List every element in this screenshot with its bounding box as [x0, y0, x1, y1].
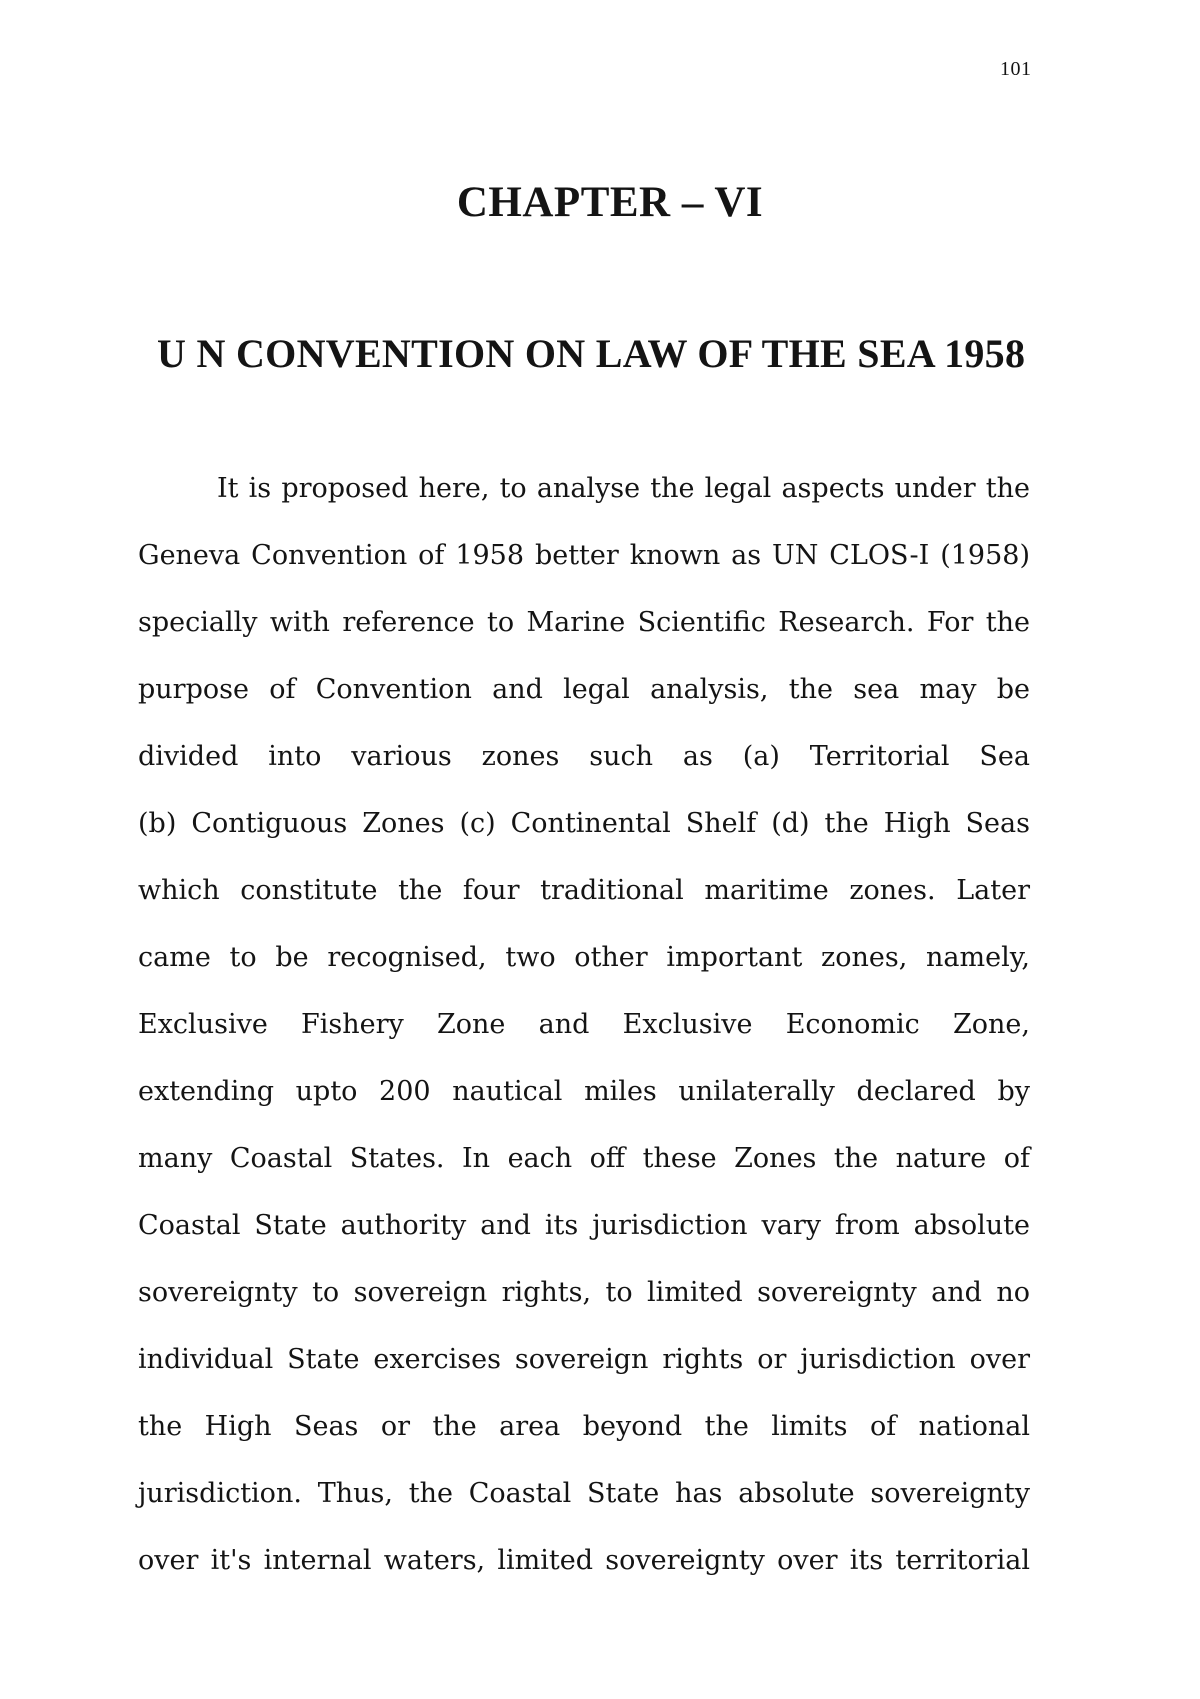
body-line: Coastal State authority and its jurisdiction vary from absolute [138, 1210, 1030, 1241]
body-line: Exclusive Fishery Zone and Exclusive Economic Zone, [138, 1009, 1030, 1040]
body-line: which constitute the four traditional maritime zones. Later [138, 875, 1030, 906]
body-line: divided into various zones such as (a) Territorial Sea [138, 741, 1030, 772]
body-line: jurisdiction. Thus, the Coastal State has absolute sovereignty [138, 1478, 1030, 1509]
body-line: came to be recognised, two other important zones, namely, [138, 942, 1030, 973]
body-line: over it's internal waters, limited sovereignty over its territorial [138, 1545, 1030, 1576]
body-line: extending upto 200 nautical miles unilaterally declared by [138, 1076, 1030, 1107]
body-line: Geneva Convention of 1958 better known as UN CLOS-I (1958) [138, 540, 1030, 571]
body-line: individual State exercises sovereign rights or jurisdiction over [138, 1344, 1030, 1375]
chapter-title: CHAPTER – VI [456, 179, 764, 226]
body-line: many Coastal States. In each off these Zones the nature of [138, 1143, 1030, 1174]
body-line: sovereignty to sovereign rights, to limited sovereignty and no [138, 1277, 1030, 1308]
body-line: (b) Contiguous Zones (c) Continental Shelf (d) the High Seas [138, 808, 1030, 839]
body-line: the High Seas or the area beyond the limits of national [138, 1411, 1030, 1442]
body-line: It is proposed here, to analyse the legal aspects under the [217, 473, 1030, 504]
body-line: purpose of Convention and legal analysis, the sea may be [138, 674, 1030, 705]
body-line: specially with reference to Marine Scientific Research. For the [138, 607, 1030, 638]
convention-heading: U N CONVENTION ON LAW OF THE SEA 1958 [157, 331, 1026, 376]
page-number: 101 [1000, 58, 1032, 80]
